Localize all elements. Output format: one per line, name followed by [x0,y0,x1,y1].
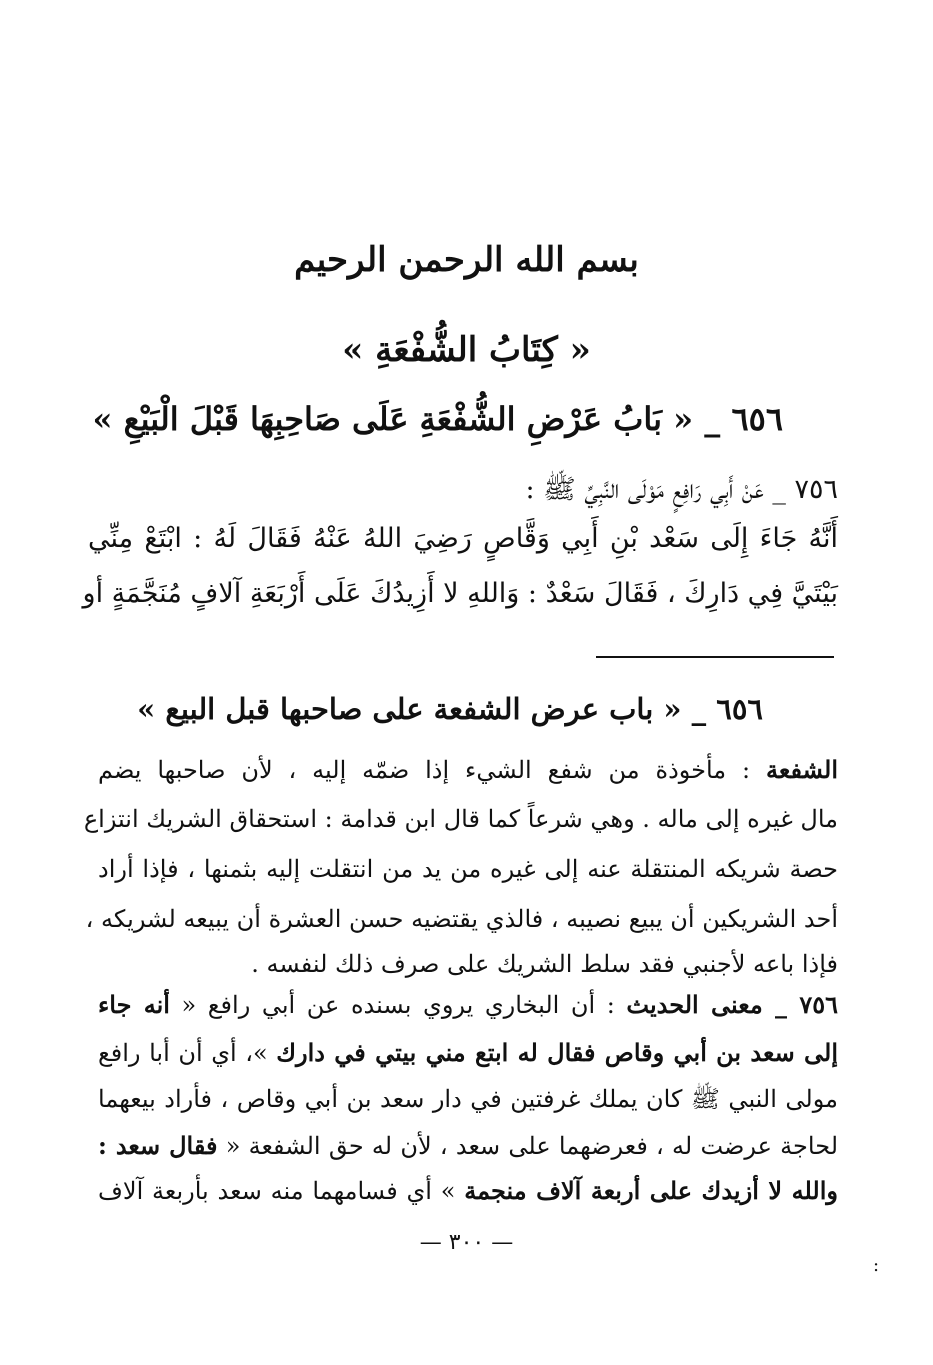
commentary-text: لحاجة عرضت له ، فعرضهما على سعد ، لأن له حق الشفعة « [225,1132,839,1160]
commentary-line [98,990,838,1019]
commentary-line [98,755,838,784]
commentary-text: » أي فسامهما منه سعد بأربعة آلاف [98,1177,456,1205]
page-number: — ٣٠٠ — [419,1230,514,1255]
commentary-text: : مأخوذة من شفع الشيء إذا ضمّه إليه ، لأن صاحبها يضم [98,756,751,784]
quoted-text: فقال سعد : [98,1131,218,1160]
footnote-divider [596,656,834,658]
quoted-text: والله لا أزيدك على أربعة آلاف منجمة [464,1176,838,1205]
commentary-text: »، أي أن أبا رافع [98,1039,268,1067]
hadith-line-2: أَنَّهُ جَاءَ إِلَى سَعْد بْنِ أَبِي وَقَّاصٍ رَضِيَ اللهُ عَنْهُ فَقَالَ لَهُ : ابْتَعْ مِنِّي [88,523,838,554]
hadith-line-3: بَيْتَيَّ فِي دَارِكَ ، فَقَالَ سَعْدٌ : وَاللهِ لا أَزِيدُكَ عَلَى أَرْبَعَةِ آلافٍ مُنَجَّمَةٍ أو [82,578,838,609]
commentary-text: : أن البخاري يروي بسنده عن أبي رافع « [181,991,615,1019]
quoted-text: إلى سعد بن أبي وقاص فقال له ابتع مني بيتي في دارك [276,1038,838,1067]
commentary-line: أحد الشريكين أن يبيع نصيبه ، فالذي يقتضيه حسن العشرة أن يبيعه لشريكه ، [85,905,838,933]
term-shufaa: الشفعة [766,755,838,784]
commentary-line: مولى النبي ﷺ كان يملك غرفتين في دار سعد بن أبي وقاص ، فأراد بيعهما [98,1085,838,1113]
chapter-title: ٦٥٦ _ « بَابُ عَرْضِ الشُّفْعَةِ عَلَى صَاحِبِهَا قَبْلَ الْبَيْعِ » [92,400,783,438]
commentary-line [98,1131,838,1160]
margin-mark: : [873,1255,880,1276]
commentary-line [98,1038,838,1067]
hadith-line-1: ٧٥٦ _ عَنْ أَبِي رَافِعٍ مَوْلَى النَّبِيِّ ﷺ : [525,474,838,505]
quoted-text: أنه جاء [98,990,170,1019]
term-hadith-meaning: ٧٥٦ _ معنى الحديث [626,990,838,1019]
commentary-line [98,1176,838,1205]
commentary-line: حصة شريكه المنتقلة عنه إلى غيره من يد من انتقلت إليه بثمنها ، فإذا أراد [98,855,838,883]
book-title: « كِتَابُ الشُّفْعَةِ » [342,330,591,370]
basmala-heading: بسم الله الرحمن الرحيم [294,240,639,280]
commentary-line: فإذا باعه لأجنبي فقد سلط الشريك على صرف ذلك لنفسه . [251,950,838,978]
commentary-line: مال غيره إلى ماله . وهي شرعاً كما قال ابن قدامة : استحقاق الشريك انتزاع [83,805,838,833]
commentary-title: ٦٥٦ _ « باب عرض الشفعة على صاحبها قبل البيع » [137,692,763,726]
